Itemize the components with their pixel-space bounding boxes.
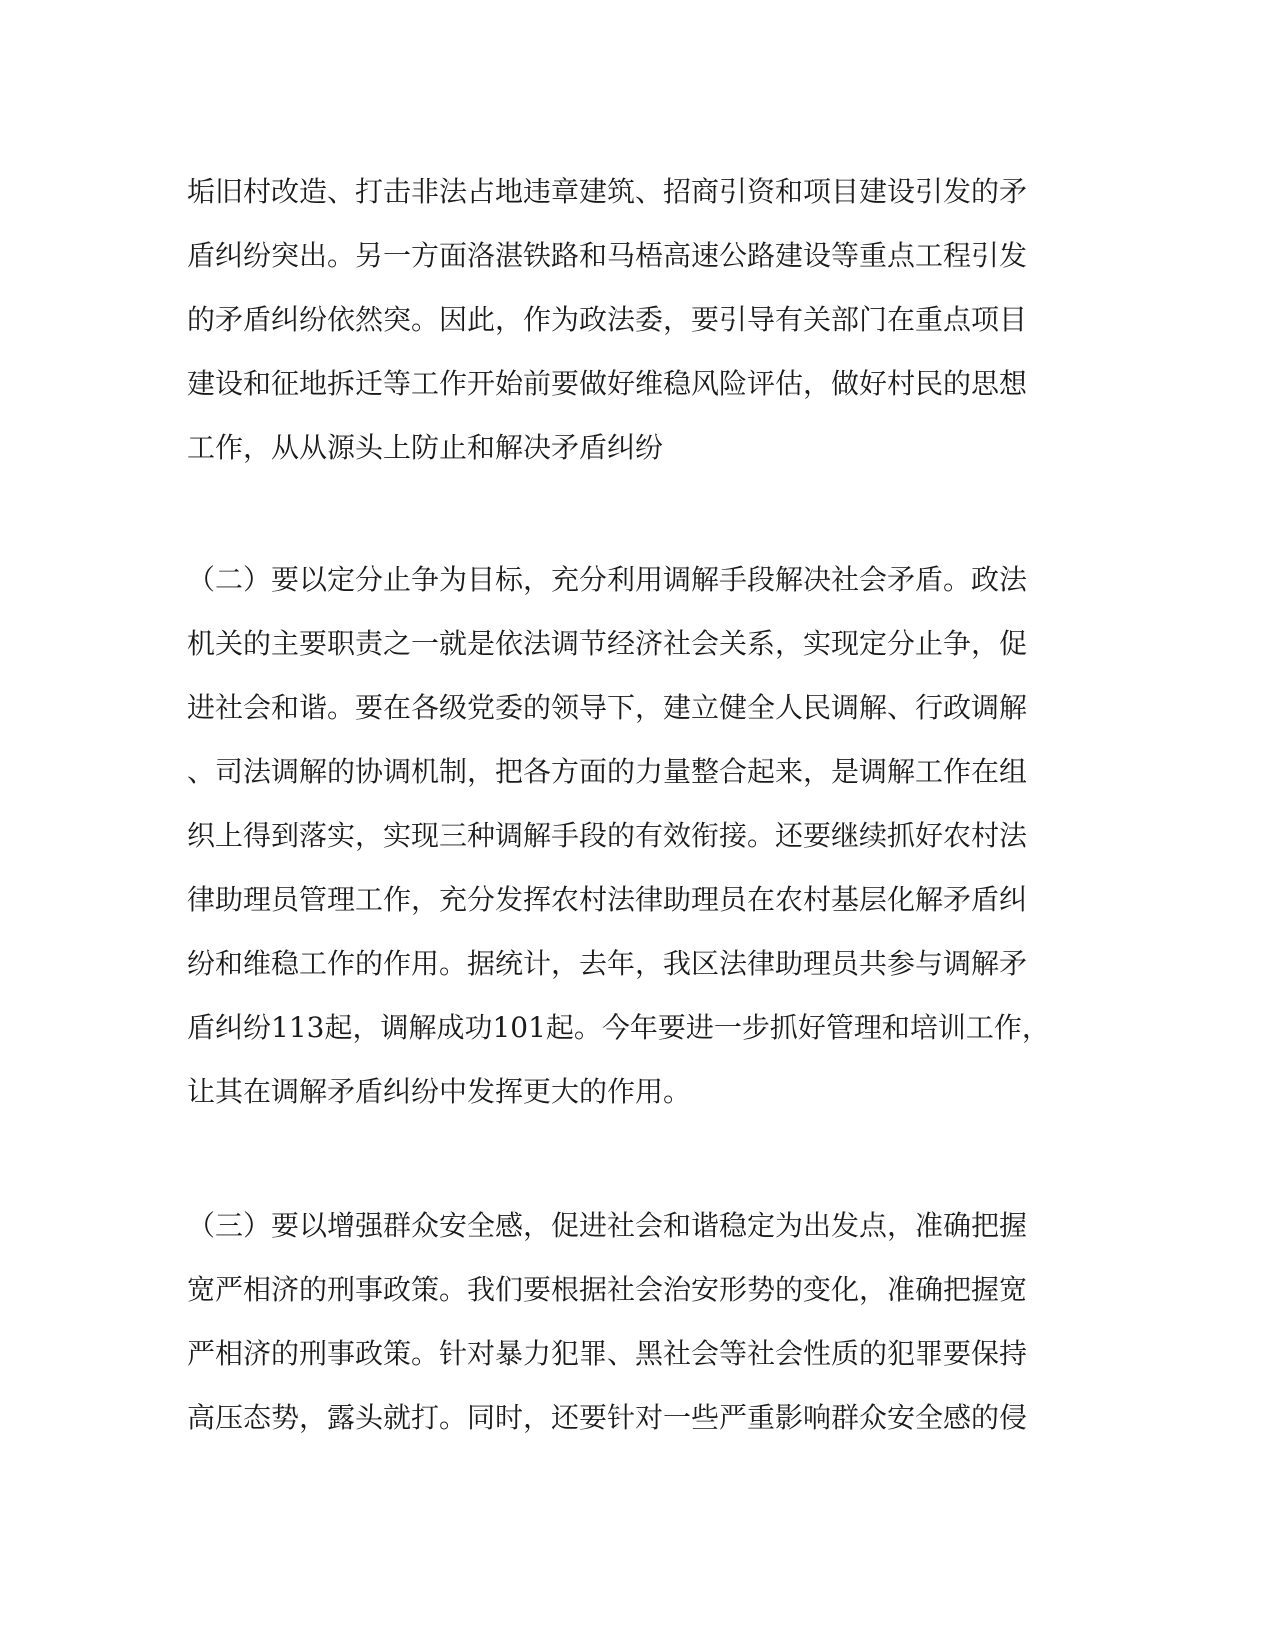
paragraph-line: （二）要以定分止争为目标，充分利用调解手段解决社会矛盾。政法 <box>187 563 1028 596</box>
paragraph-line: 盾纠纷突出。另一方面洛湛铁路和马梧高速公路建设等重点工程引发 <box>187 239 1028 272</box>
paragraph-line: 、司法调解的协调机制，把各方面的力量整合起来，是调解工作在组 <box>187 755 1028 788</box>
paragraph-line: 进社会和谐。要在各级党委的领导下，建立健全人民调解、行政调解 <box>187 691 1028 724</box>
paragraph-line: 律助理员管理工作，充分发挥农村法律助理员在农村基层化解矛盾纠 <box>187 883 1028 916</box>
paragraph-line: 高压态势，露头就打。同时，还要针对一些严重影响群众安全感的侵 <box>187 1401 1028 1434</box>
paragraph-line: 纷和维稳工作的作用。据统计，去年，我区法律助理员共参与调解矛 <box>187 947 1028 980</box>
paragraph-line: 工作，从从源头上防止和解决矛盾纠纷 <box>187 431 664 464</box>
paragraph-line: 织上得到落实，实现三种调解手段的有效衔接。还要继续抓好农村法 <box>187 819 1028 852</box>
paragraph-line: 宽严相济的刑事政策。我们要根据社会治安形势的变化，准确把握宽 <box>187 1273 1028 1306</box>
paragraph-3 <box>187 1194 1067 1450</box>
paragraph-line: 让其在调解矛盾纠纷中发挥更大的作用。 <box>187 1075 692 1108</box>
paragraph-line: 垢旧村改造、打击非法占地违章建筑、招商引资和项目建设引发的矛 <box>187 175 1028 208</box>
paragraph-line: 机关的主要职责之一就是依法调节经济社会关系，实现定分止争，促 <box>187 627 1028 660</box>
paragraph-line: （三）要以增强群众安全感，促进社会和谐稳定为出发点，准确把握 <box>187 1209 1028 1242</box>
paragraph-2 <box>187 548 1067 1124</box>
paragraph-line: 建设和征地拆迁等工作开始前要做好维稳风险评估，做好村民的思想 <box>187 367 1028 400</box>
paragraph-line: 的矛盾纠纷依然突。因此，作为政法委，要引导有关部门在重点项目 <box>187 303 1028 336</box>
paragraph-1 <box>187 160 1067 480</box>
paragraph-line: 严相济的刑事政策。针对暴力犯罪、黑社会等社会性质的犯罪要保持 <box>187 1337 1028 1370</box>
paragraph-line: 盾纠纷113起，调解成功101起。今年要进一步抓好管理和培训工作， <box>187 1011 1050 1044</box>
